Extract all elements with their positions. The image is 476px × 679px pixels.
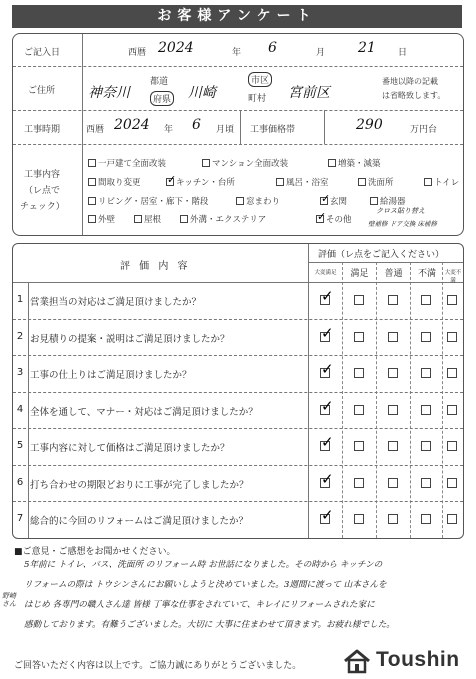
rating-checkbox-5[interactable] (447, 295, 457, 305)
period-year-unit: 年 (164, 125, 174, 135)
question-text: 打ち合わせの期限どおりに工事が完了しましたか？ (30, 479, 249, 491)
content-label-1: 工事内容 (24, 170, 61, 180)
rating-checkbox-1[interactable] (320, 332, 330, 342)
rating-checkbox-5[interactable] (447, 332, 457, 342)
date-day-unit: 日 (398, 48, 408, 58)
question-text: 営業担当の対応はご満足頂けましたか？ (30, 297, 202, 308)
brand-name: Toushin (376, 648, 460, 671)
option-kitchen[interactable]: ✓ キッチン・台所 (166, 176, 235, 188)
period-month-unit: 月頃 (216, 125, 235, 135)
pref-option-bottom: 府県 (150, 91, 174, 106)
city-option-top: 市区 (248, 72, 272, 87)
rating-checkbox-4[interactable] (421, 295, 431, 305)
comment-line-4[interactable]: 感動しております。有難うございました。大切に 大事に住まわせて頂きます。お疲れ様でした。 (24, 620, 395, 630)
rating-checkbox-4[interactable] (421, 478, 431, 488)
period-year[interactable]: 2024 (114, 117, 150, 133)
rating-checkbox-3[interactable] (388, 514, 398, 524)
col-satisfied: 満足 (350, 269, 369, 279)
rating-checkbox-3[interactable] (388, 441, 398, 451)
option-mansion-full[interactable]: マンション全面改装 (202, 157, 288, 169)
rating-checkbox-5[interactable] (447, 368, 457, 378)
checkbox-icon[interactable] (370, 197, 378, 205)
checkbox-icon[interactable] (276, 178, 284, 186)
rating-checkbox-5[interactable] (447, 441, 457, 451)
comment-line-3[interactable]: はじめ 各専門の職人さん達 皆様 丁寧な仕事をされていて、キレイにリフォームされた家に (24, 600, 375, 610)
date-day[interactable]: 21 (358, 40, 376, 56)
checkbox-icon[interactable] (134, 215, 142, 223)
rating-checkbox-4[interactable] (421, 368, 431, 378)
rating-checkbox-3[interactable] (388, 368, 398, 378)
rating-checkbox-2[interactable] (354, 514, 364, 524)
rating-checkbox-2[interactable] (354, 295, 364, 305)
price-unit: 万円台 (410, 125, 438, 135)
rating-checkbox-1[interactable] (320, 405, 330, 415)
checkbox-icon[interactable] (316, 215, 324, 223)
date-year-unit: 年 (232, 48, 242, 58)
rating-checkbox-1[interactable] (320, 368, 330, 378)
question-text: 工事の仕上りはご満足頂けましたか？ (30, 370, 192, 381)
pref-option-top: 都道 (150, 77, 169, 87)
option-exterior-wall[interactable]: 外壁 (88, 213, 115, 225)
rating-checkbox-3[interactable] (388, 295, 398, 305)
period-label: 工事時期 (24, 125, 61, 135)
house-logo-icon (342, 648, 372, 674)
page-title: お客様アンケート (12, 5, 462, 28)
checkbox-icon[interactable] (88, 197, 96, 205)
date-era: 西暦 (128, 48, 147, 58)
address-note-1: 番地以降の記載 (382, 77, 438, 86)
rating-checkbox-4[interactable] (421, 441, 431, 451)
date-month[interactable]: 6 (268, 40, 277, 56)
col-very-dissatisfied: 大変不満 (444, 270, 462, 284)
rating-checkbox-2[interactable] (354, 368, 364, 378)
checkbox-icon[interactable] (202, 159, 210, 167)
question-text: 総合的に今回のリフォームはご満足頂けましたか？ (30, 516, 249, 527)
address-note-2: は省略致します。 (382, 91, 446, 100)
question-number: 5 (16, 440, 24, 451)
col-normal: 普通 (384, 269, 403, 279)
checkbox-icon[interactable] (236, 197, 244, 205)
question-number: 1 (16, 294, 24, 305)
rating-checkbox-3[interactable] (388, 478, 398, 488)
rating-checkbox-1[interactable] (320, 441, 330, 451)
option-living[interactable]: リビング・居室・廊下・階段 (88, 195, 208, 207)
option-washroom[interactable]: 洗面所 (358, 176, 394, 188)
option-entrance[interactable]: ✓ 玄関 (320, 195, 347, 207)
option-exterior[interactable]: 外溝・エクステリア (180, 213, 266, 225)
question-number: 3 (16, 367, 24, 378)
rating-checkbox-1[interactable] (320, 478, 330, 488)
rating-checkbox-3[interactable] (388, 332, 398, 342)
address-city[interactable]: 川崎 (188, 85, 216, 101)
date-year[interactable]: 2024 (158, 40, 194, 56)
content-label-3: チェック） (20, 202, 65, 212)
rating-checkbox-2[interactable] (354, 405, 364, 415)
checkbox-icon[interactable] (166, 178, 174, 186)
question-text: 全体を通して、マナー・対応はご満足頂けましたか？ (30, 406, 258, 418)
comment-line-2[interactable]: リフォームの際は トウシンさんにお願いしようと決めていました。3週間に渡って 山本さんを (24, 580, 387, 590)
question-text: 工事内容に対して価格はご満足頂けましたか？ (30, 443, 230, 454)
question-number: 2 (16, 330, 24, 342)
date-label: ご記入日 (24, 48, 61, 58)
option-water-heater[interactable]: 給湯器 (370, 195, 406, 207)
address-prefecture[interactable]: 神奈川 (88, 85, 130, 101)
checkbox-icon[interactable] (88, 159, 96, 167)
option-toilet[interactable]: トイレ (424, 176, 459, 188)
rating-checkbox-1[interactable] (320, 295, 330, 305)
question-number: 4 (16, 403, 24, 415)
price-label: 工事価格帯 (250, 125, 296, 135)
checkbox-icon[interactable] (88, 215, 96, 223)
evaluation-header: 評 価 内 容 (120, 261, 191, 272)
rating-checkbox-4[interactable] (421, 332, 431, 342)
other-detail-2[interactable]: 壁補修 ドア交換 床補修 (368, 220, 437, 228)
date-month-unit: 月 (316, 48, 326, 58)
checkbox-icon[interactable] (320, 197, 328, 205)
rating-checkbox-4[interactable] (421, 405, 431, 415)
rating-checkbox-2[interactable] (354, 478, 364, 488)
option-layout-change[interactable]: 間取り変更 (88, 176, 141, 188)
option-window[interactable]: 窓まわり (236, 195, 280, 207)
checkbox-icon[interactable] (328, 159, 336, 167)
rating-checkbox-2[interactable] (354, 332, 364, 342)
checkbox-icon[interactable] (358, 178, 366, 186)
option-bath[interactable]: 風呂・浴室 (276, 176, 329, 188)
col-dissatisfied: 不満 (417, 269, 436, 279)
rating-checkbox-4[interactable] (421, 514, 431, 524)
comments-margin-note: 野崎さん (2, 592, 16, 608)
question-text: お見積りの提案・説明はご満足頂けましたか？ (30, 333, 230, 345)
price-value[interactable]: 290 (356, 117, 383, 133)
option-extension[interactable]: 増築・減築 (328, 157, 381, 169)
rating-checkbox-3[interactable] (388, 405, 398, 415)
checkbox-icon[interactable] (88, 178, 96, 186)
comments-label: ■ご意見・ご感想をお聞かせください。 (14, 547, 176, 557)
rating-checkbox-2[interactable] (354, 441, 364, 451)
question-number: 6 (16, 476, 24, 488)
question-number: 7 (16, 513, 24, 524)
checkbox-icon[interactable] (180, 215, 188, 223)
checkbox-icon[interactable] (424, 178, 432, 186)
address-ward[interactable]: 宮前区 (288, 85, 330, 101)
rating-checkbox-5[interactable] (447, 514, 457, 524)
other-detail-1[interactable]: クロス貼り替え (376, 207, 425, 215)
content-label-2: （レ点で (24, 186, 61, 196)
rating-checkbox-1[interactable] (320, 514, 330, 524)
comment-line-1[interactable]: 5年前に トイレ、バス、洗面所 のリフォーム時 お世話になりました。その時から キッチンの (24, 560, 383, 570)
footer-thanks: ご回答いただく内容は以上です。ご協力誠にありがとうございました。 (14, 661, 302, 671)
city-option-bottom: 町村 (248, 94, 267, 104)
col-very-satisfied: 大変満足 (314, 270, 337, 276)
period-era: 西暦 (86, 125, 105, 135)
rating-header: 評価（レ点をご記入ください） (318, 250, 445, 260)
address-label: ご住所 (28, 86, 56, 96)
rating-checkbox-5[interactable] (447, 405, 457, 415)
option-other[interactable]: ✓ その他 (316, 213, 352, 225)
period-month[interactable]: 6 (192, 117, 201, 133)
rating-checkbox-5[interactable] (447, 478, 457, 488)
option-roof[interactable]: 屋根 (134, 213, 161, 225)
option-detached-full[interactable]: 一戸建て全面改装 (88, 157, 166, 169)
